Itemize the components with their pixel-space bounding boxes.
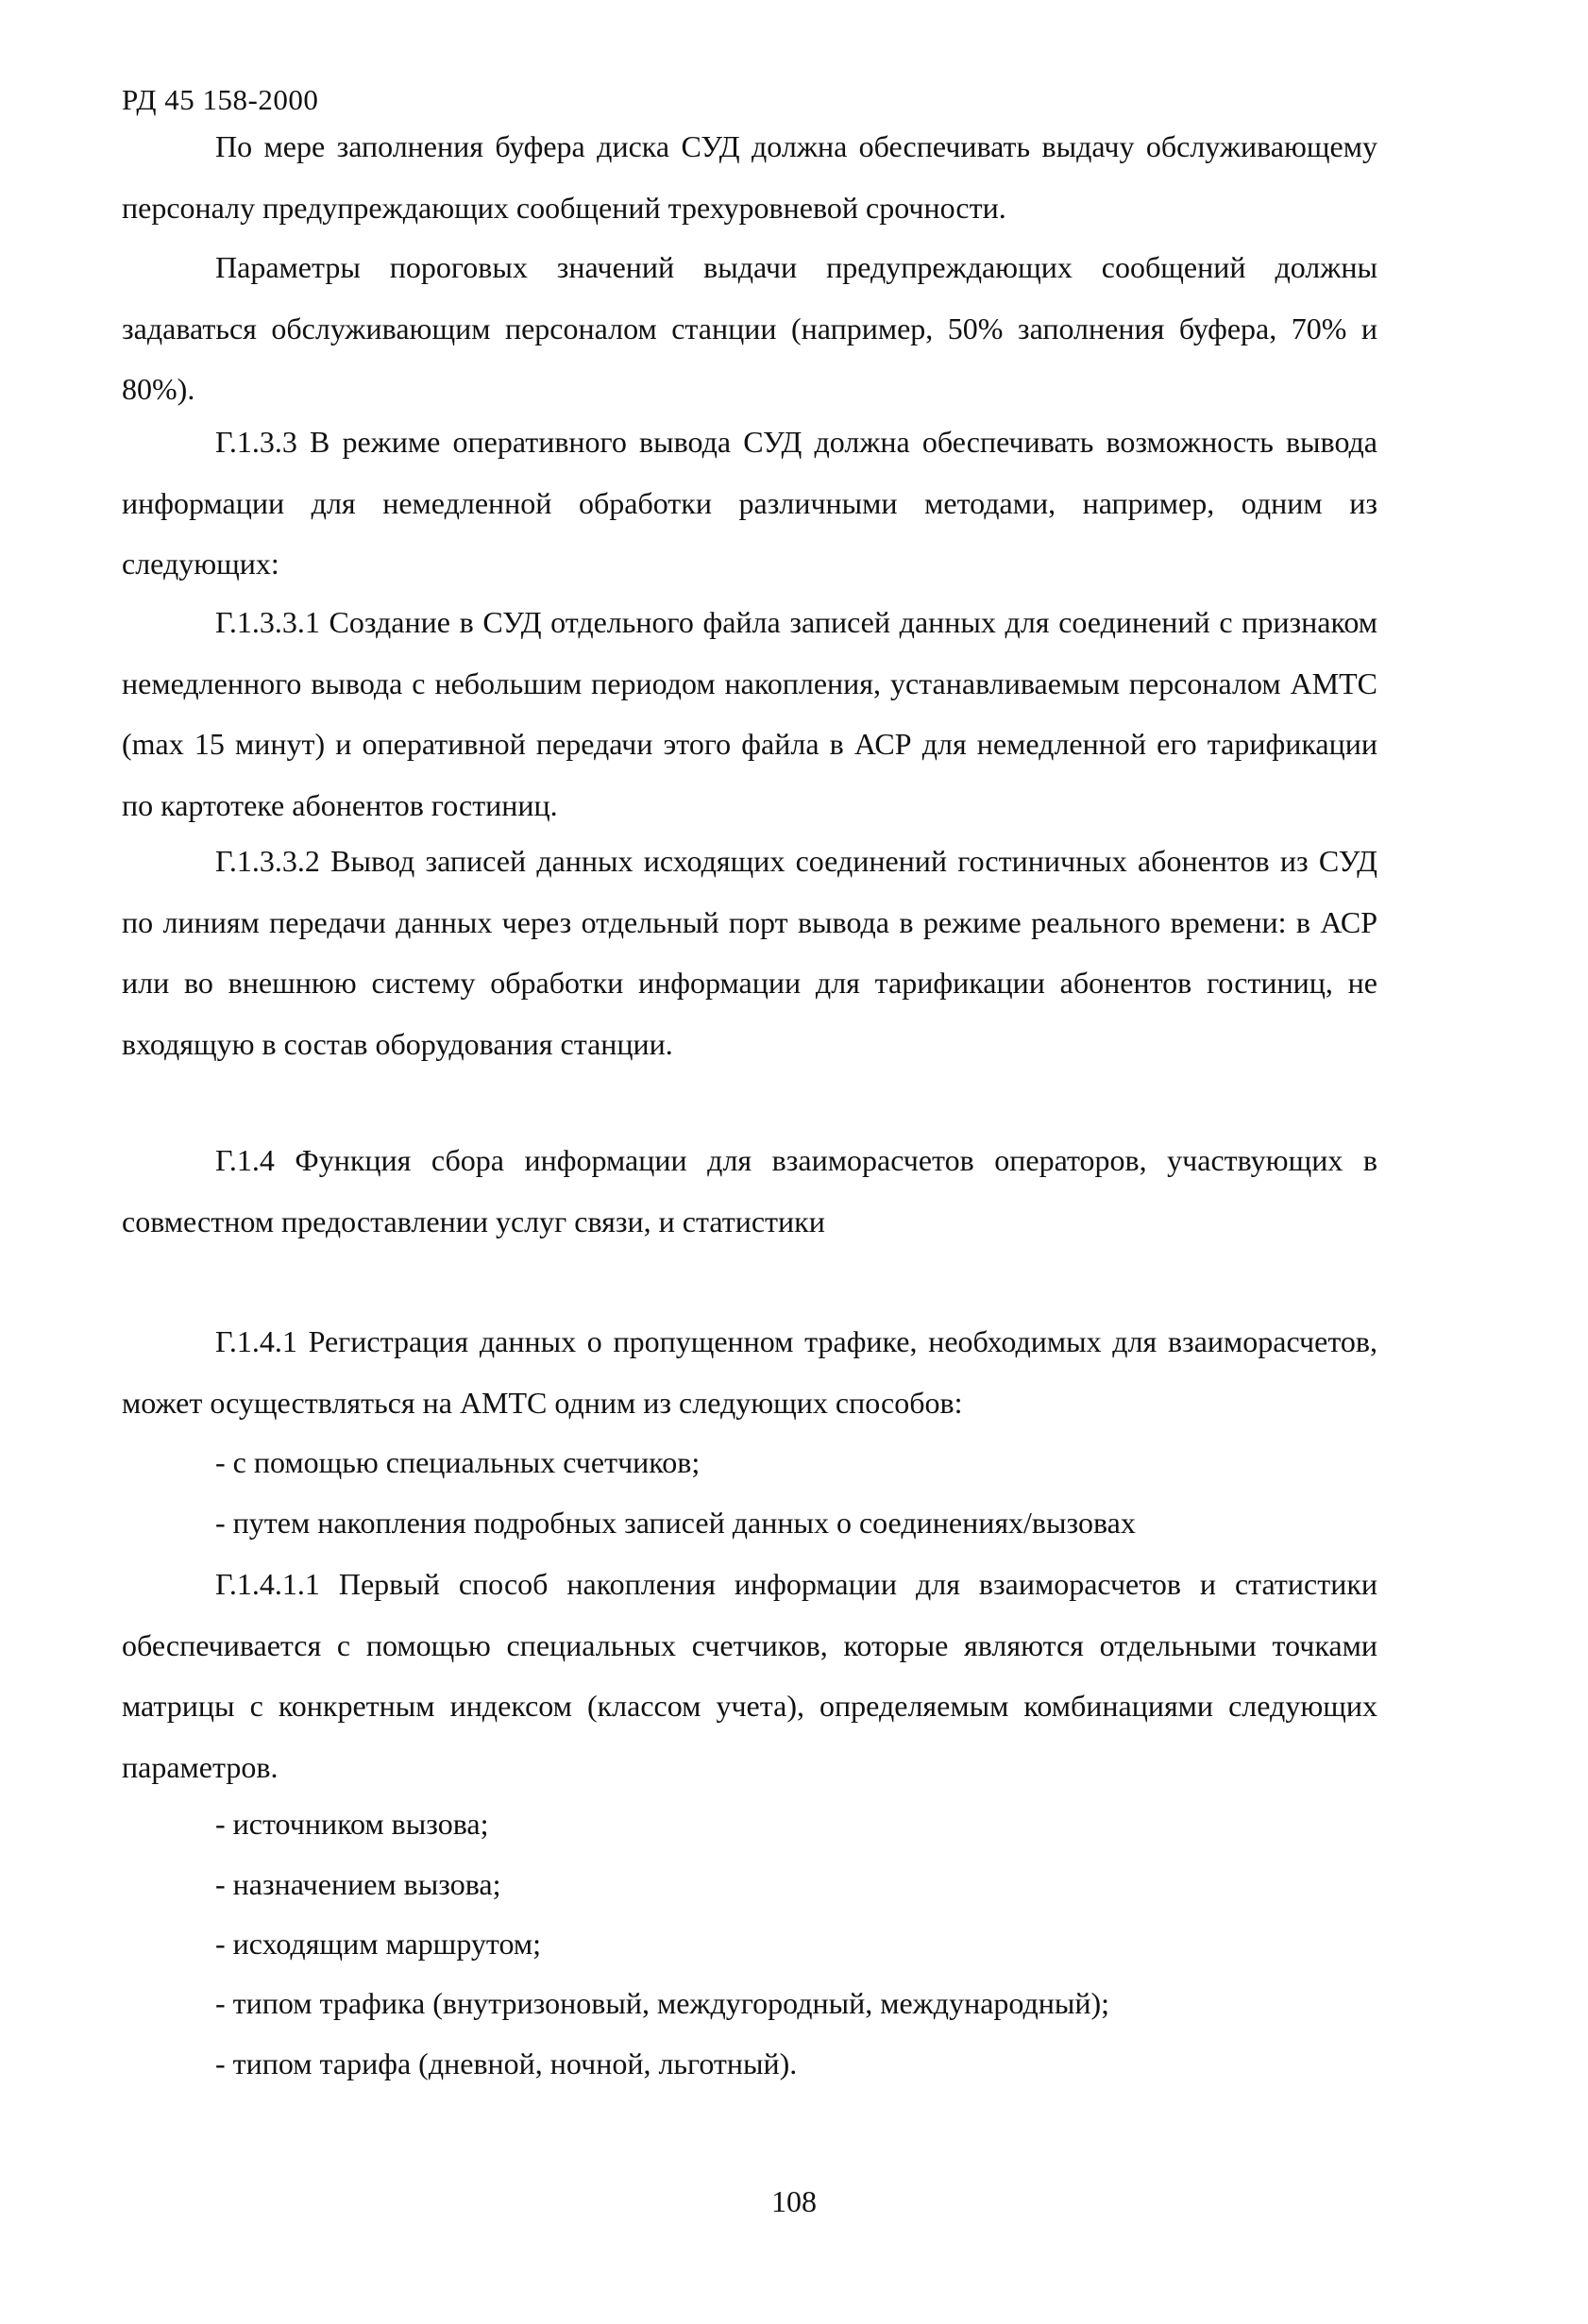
- paragraph-g-1-3-3: Г.1.3.3 В режиме оперативного вывода СУД должна обеспечивать возможность вывода информации для немедленной обработки различными методами, например, одним из следующих:: [122, 425, 1377, 581]
- paragraph-g-1-4-heading: Г.1.4 Функция сбора информации для взаиморасчетов операторов, участвующих в совместном предоставлении услуг связи, и статистики: [122, 1143, 1377, 1238]
- page-number: 108: [771, 2184, 817, 2218]
- paragraph-g-1-4-1-1: Г.1.4.1.1 Первый способ накопления информации для взаиморасчетов и статистики обеспечивается с помощью специальных счетчиков, которые являются отдельными точками матрицы с конкретным индексом (классом учета), определяемым комбинациями следующих параметров.: [122, 1567, 1377, 1784]
- paragraph-g-1-3-3-2: Г.1.3.3.2 Вывод записей данных исходящих соединений гостиничных абонентов из СУД по линиям передачи данных через отдельный порт вывода в режиме реального времени: в АСР или во внешнюю систему обработки информации для тарификации абонентов гостиниц, не входящую в состав оборудования станции.: [122, 844, 1377, 1061]
- list-item: - типом тарифа (дневной, ночной, льготный).: [215, 2046, 798, 2080]
- list-item: - исходящим маршрутом;: [215, 1927, 541, 1961]
- list-item: - назначением вызова;: [215, 1867, 501, 1901]
- paragraph-buffer-warning: По мере заполнения буфера диска СУД должна обеспечивать выдачу обслуживающему персоналу предупреждающих сообщений трехуровневой срочности.: [122, 129, 1377, 225]
- document-header: РД 45 158-2000: [122, 83, 319, 116]
- paragraph-g-1-4-1: Г.1.4.1 Регистрация данных о пропущенном трафике, необходимых для взаиморасчетов, может осуществляться на АМТС одним из следующих способов:: [122, 1324, 1377, 1420]
- list-item: - с помощью специальных счетчиков;: [215, 1445, 701, 1479]
- paragraph-threshold-params: Параметры пороговых значений выдачи предупреждающих сообщений должны задаваться обслуживающим персоналом станции (например, 50% заполнения буфера, 70% и 80%).: [122, 250, 1377, 406]
- list-item: - типом трафика (внутризоновый, междугородный, международный);: [215, 1986, 1110, 2020]
- paragraph-g-1-3-3-1: Г.1.3.3.1 Создание в СУД отдельного файла записей данных для соединений с признаком немедленного вывода с небольшим периодом накопления, устанавливаемым персоналом АМТС (max 15 минут) и оперативной передачи этого файла в АСР для немедленной его тарификации по картотеке абонентов гостиниц.: [122, 605, 1377, 822]
- list-item: - источником вызова;: [215, 1807, 489, 1841]
- list-item: - путем накопления подробных записей данных о соединениях/вызовах: [215, 1506, 1136, 1540]
